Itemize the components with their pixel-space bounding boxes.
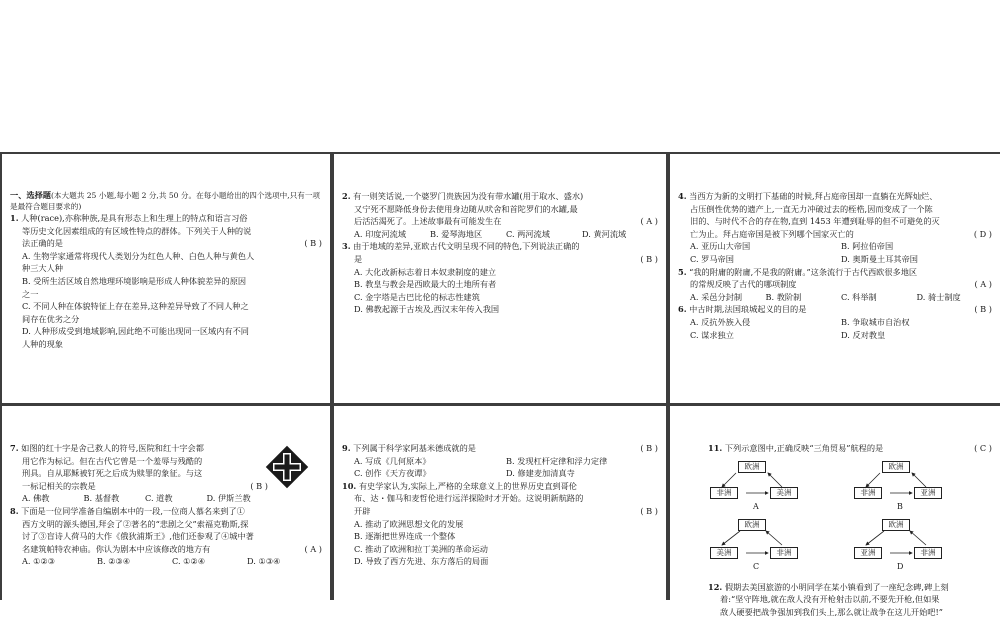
option-b: B. 争取城市自治权 — [841, 316, 910, 327]
question-text: 有一则笑话说,一个婆罗门贵族因为没有带水罐(用于取水、盛水) — [353, 191, 584, 201]
red-cross-icon — [265, 445, 309, 489]
question-text: 下面是一位同学准备自编剧本中的一段,一位商人慕名来到了① — [21, 505, 245, 516]
answer-mark: ( A ) — [640, 216, 658, 227]
option-a: A. 佛教 — [22, 493, 50, 504]
question-text: 布、达・伽马和麦哲伦进行远洋探险时才开始。这说明新航路的 — [354, 493, 584, 504]
option-d: D. 导致了西方先进、东方落后的局面 — [354, 556, 489, 567]
question-8 — [10, 505, 322, 568]
answer-mark: ( A ) — [304, 543, 322, 554]
option-c: C. 金字塔是古巴比伦的标志性建筑 — [354, 291, 480, 302]
option-c: C. 创作《天方夜谭》 — [354, 468, 431, 479]
question-number: 7. — [10, 443, 19, 453]
diagram-label-a: A — [753, 501, 759, 511]
option-c: C. 道教 — [145, 493, 173, 504]
option-d: D. 反对教皇 — [841, 329, 886, 340]
answer-mark: ( D ) — [973, 228, 992, 239]
question-text: 有史学家认为,实际上,严格的全球意义上的世界历史直到哥伦 — [358, 480, 577, 491]
question-text: 中古时期,法国琅城起义的目的是 — [689, 304, 807, 315]
option-a: A. 采邑分封制 — [690, 291, 743, 302]
answer-mark: ( B ) — [304, 238, 322, 249]
question-text: 人种(race),亦称种族,是具有形态上和生理上的特点和语言习俗 — [21, 213, 248, 223]
question-text: 旧的、与时代不合的存在物,直到 1453 年遭到耻辱的但不可避免的灭 — [690, 216, 940, 227]
answer-mark: ( B ) — [974, 304, 992, 315]
question-3 — [342, 240, 658, 316]
option-b: B. 爱琴海地区 — [430, 228, 483, 239]
diagram-c-europe: 欧洲 — [738, 519, 766, 531]
option-a: A. 写成《几何原本》 — [354, 455, 431, 466]
question-text: 讨了③盲诗人荷马的大作《俄狄浦斯王》,他们还参观了④城中著 — [22, 531, 254, 542]
question-text: 开辟 — [354, 505, 371, 516]
option-a: A. 反抗外族入侵 — [690, 316, 751, 327]
question-text: 刑具。自从耶稣被钉死之后成为赎罪的象征。与这 — [22, 468, 203, 479]
diagram-d-asia: 亚洲 — [854, 547, 882, 559]
diagram-b-africa: 非洲 — [854, 487, 882, 499]
question-text: 着:“坚守阵地,就在敌人没有开枪射击以前,不要先开枪,但如果 — [720, 594, 940, 605]
question-text: 的常规反映了古代的哪项制度 — [690, 279, 797, 290]
diagram-b-europe: 欧洲 — [882, 461, 910, 473]
option-d: D. 奥斯曼土耳其帝国 — [841, 253, 918, 264]
option-d: D. 修建麦加清真寺 — [506, 468, 575, 479]
diagram-a-america: 美洲 — [770, 487, 798, 499]
option-a: A. ①②③ — [22, 556, 56, 567]
question-text: 如图的红十字是舍己救人的符号,医院和红十字会都 — [21, 443, 204, 453]
option-c: C. 科举制 — [841, 291, 877, 302]
answer-mark: ( A ) — [974, 279, 992, 290]
question-text: 亡为止。拜占庭帝国是被下列哪个国家灭亡的 — [690, 228, 854, 239]
question-4 — [678, 190, 992, 266]
diagram-label-b: B — [897, 501, 903, 511]
page-panel-3 — [670, 154, 1000, 403]
option-a: A. 印度河流域 — [354, 228, 407, 239]
question-number: 11. — [708, 443, 723, 453]
option-c: C. 谋求独立 — [690, 329, 734, 340]
answer-mark: ( C ) — [974, 443, 992, 453]
question-text: 西方文明的源头德国,拜会了②著名的“悲剧之父”索福克勒斯,探 — [22, 518, 249, 529]
question-10 — [342, 480, 658, 568]
option-d: D. ①③④ — [247, 556, 281, 567]
option-c: C. 罗马帝国 — [690, 253, 734, 264]
question-number: 10. — [342, 480, 357, 491]
question-number: 8. — [10, 505, 19, 516]
question-2 — [342, 190, 658, 240]
page-panel-4 — [2, 406, 330, 600]
section-title: 一、选择题 — [10, 190, 51, 200]
diagram-label-d: D — [897, 561, 904, 571]
question-7 — [10, 442, 268, 505]
option-a: A. 亚历山大帝国 — [690, 241, 751, 252]
question-12 — [678, 581, 992, 618]
question-text: 名建筑帕特农神庙。你认为剧本中应该修改的地方有 — [22, 543, 211, 554]
option-b: B. 基督教 — [83, 493, 120, 504]
question-text: 下列属于科学家阿基米德成就的是 — [353, 443, 476, 453]
page-panel-6 — [670, 406, 1000, 617]
trade-diagrams — [678, 459, 988, 581]
page-panel-1 — [2, 154, 330, 403]
question-5 — [678, 266, 992, 304]
option-c-cont: 间存在优劣之分 — [22, 313, 80, 324]
option-a: A. 大化改新标志着日本奴隶制度的建立 — [354, 266, 497, 277]
diagram-a-europe: 欧洲 — [738, 461, 766, 473]
question-number: 4. — [678, 191, 687, 201]
answer-mark: ( B ) — [640, 505, 658, 516]
question-6 — [678, 303, 992, 341]
option-d: D. 人种形成受到地域影响,因此绝不可能出现同一区域内有不同 — [22, 326, 249, 337]
question-text: 敌人硬要把战争强加到我们头上,那么就让战争在这儿开始吧!” — [720, 606, 943, 617]
option-b: B. 发现杠杆定律和浮力定律 — [506, 455, 608, 466]
answer-mark: ( B ) — [640, 443, 658, 453]
question-text: 由于地域的差异,亚欧古代文明呈现不同的特色,下列说法正确的 — [353, 241, 580, 252]
question-text: 用它作为标记。但在古代它曾是一个羞辱与残酷的 — [22, 455, 203, 466]
question-number: 2. — [342, 191, 351, 201]
question-number: 3. — [342, 241, 351, 252]
option-d-cont: 人种的现象 — [22, 338, 63, 349]
option-a: A. 生物学家通常将现代人类划分为红色人种、白色人种与黄色人 — [22, 250, 255, 261]
option-c: C. 不同人种在体貌特征上存在差异,这种差异导致了不同人种之 — [22, 301, 249, 312]
option-c: C. 两河流域 — [506, 228, 550, 239]
answer-mark: ( B ) — [640, 253, 658, 264]
option-b: B. 教皇与教会是西欧最大的土地所有者 — [354, 279, 497, 290]
diagram-a-africa: 非洲 — [710, 487, 738, 499]
page-panel-5 — [334, 406, 666, 600]
diagram-label-c: C — [753, 561, 760, 571]
section-header — [10, 190, 322, 212]
question-9 — [342, 442, 658, 480]
question-number: 12. — [708, 581, 723, 592]
question-text: 当西方为新的文明打下基础的时候,拜占庭帝国却一直躺在光辉灿烂、 — [689, 191, 938, 201]
question-number: 6. — [678, 304, 687, 315]
option-c: C. ①②④ — [172, 556, 206, 567]
question-text: “我的附庸的附庸,不是我的附庸。”这条流行于古代西欧很多地区 — [689, 266, 918, 277]
question-number: 5. — [678, 266, 687, 277]
page-panel-2 — [334, 154, 666, 403]
question-text: 又宁死不愿降低身份去使用身边随从吠舍和首陀罗们的水罐,最 — [354, 203, 578, 214]
option-b: B. 阿拉伯帝国 — [841, 241, 894, 252]
section-note: (本大题共 25 小题,每小题 2 分,共 50 分。在每小题给出的四个选项中,只有一项是最符合题目要求的) — [10, 191, 321, 211]
diagram-b-asia: 亚洲 — [914, 487, 942, 499]
option-b: B. ②③④ — [97, 556, 131, 567]
answer-mark: ( B ) — [250, 480, 268, 491]
option-d: D. 佛教起源于古埃及,西汉末年传入我国 — [354, 304, 500, 315]
diagram-c-america: 美洲 — [710, 547, 738, 559]
question-1 — [10, 212, 322, 351]
diagram-c-africa: 非洲 — [770, 547, 798, 559]
question-number: 9. — [342, 443, 351, 453]
option-b-cont: 之一 — [22, 288, 39, 299]
question-text: 法正确的是 — [22, 238, 63, 249]
option-d: D. 黄河流域 — [582, 228, 627, 239]
option-b: B. 受所生活区域自然地理环境影响是形成人种体貌差异的原因 — [22, 275, 247, 286]
trade-arrows — [678, 459, 988, 581]
option-a-cont: 种三大人种 — [22, 263, 63, 274]
diagram-d-europe: 欧洲 — [882, 519, 910, 531]
option-b: B. 教阶制 — [765, 291, 802, 302]
question-text: 后活活渴死了。上述故事最有可能发生在 — [354, 216, 502, 227]
option-d: D. 伊斯兰教 — [206, 493, 251, 504]
option-b: B. 逐渐把世界连成一个整体 — [354, 531, 456, 542]
diagram-d-africa: 非洲 — [914, 547, 942, 559]
question-text: 是 — [354, 253, 363, 264]
question-11 — [678, 442, 992, 581]
option-a: A. 推动了欧洲思想文化的发展 — [354, 518, 464, 529]
option-c: C. 推动了欧洲和拉丁美洲的革命运动 — [354, 543, 488, 554]
question-text: 占压倒性优势的遗产上,一直无力冲破过去的桎梏,因而变成了一个陈 — [690, 203, 933, 214]
option-d: D. 骑士制度 — [916, 291, 961, 302]
question-text: 等历史文化因素组成的有区域性特点的群体。下列关于人种的说 — [22, 225, 252, 236]
question-text: 假期去美国旅游的小明同学在某小镇看到了一座纪念碑,碑上刻 — [724, 581, 949, 592]
question-text: 下列示意图中,正确反映“三角贸易”航程的是 — [724, 443, 884, 453]
question-text: 一标记相关的宗教是 — [22, 480, 96, 491]
question-number: 1. — [10, 213, 19, 223]
